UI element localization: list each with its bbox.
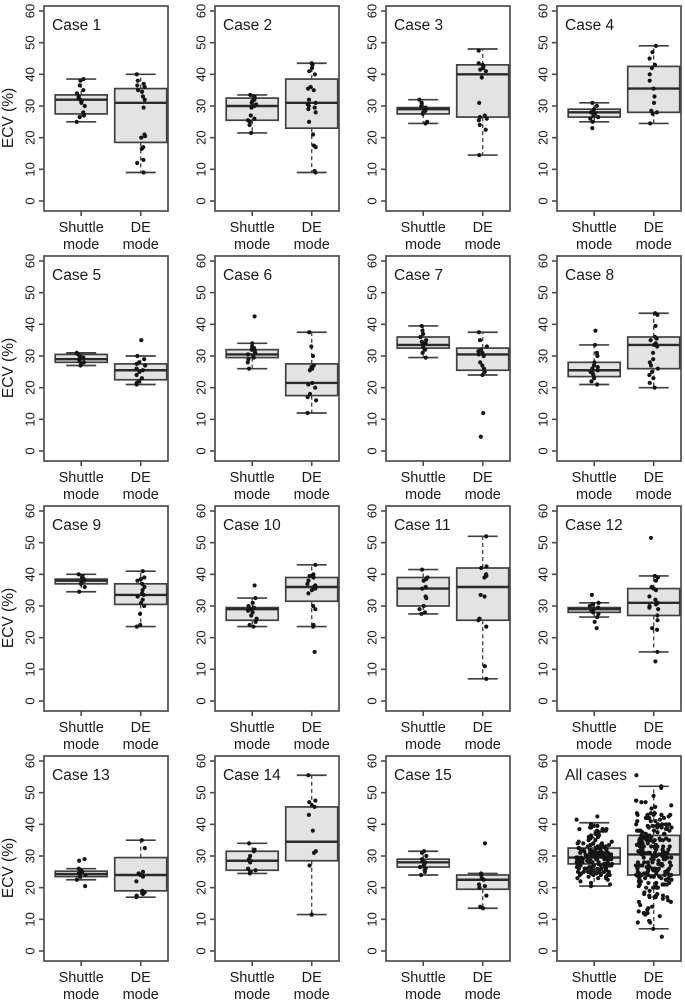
x-category-label: Shuttle xyxy=(571,970,617,986)
x-category-label: mode xyxy=(405,737,442,750)
x-category-label: mode xyxy=(293,237,330,250)
x-axis xyxy=(572,461,672,500)
y-tick-label: 40 xyxy=(22,317,38,332)
x-axis xyxy=(401,711,501,750)
x-category-label: Shuttle xyxy=(58,470,104,486)
x-axis xyxy=(230,461,330,500)
x-category-label: DE xyxy=(643,720,664,736)
y-tick-label: 60 xyxy=(193,753,209,769)
y-axis xyxy=(22,4,44,205)
y-tick-label: 10 xyxy=(22,662,38,677)
y-tick-label: 0 xyxy=(535,197,551,205)
x-category-label: Shuttle xyxy=(571,220,617,236)
case-15-panel xyxy=(342,750,513,1003)
all-cases-panel xyxy=(513,750,685,1003)
y-axis xyxy=(364,254,386,455)
y-tick-label: 0 xyxy=(193,197,209,205)
y-tick-label: 30 xyxy=(364,348,380,364)
panel-title: Case 9 xyxy=(52,517,102,534)
case-4-panel xyxy=(513,0,685,250)
x-axis xyxy=(230,961,330,1003)
x-category-label: DE xyxy=(643,220,664,236)
x-category-label: mode xyxy=(122,237,159,250)
y-tick-label: 50 xyxy=(193,35,209,50)
x-category-label: Shuttle xyxy=(229,720,275,736)
y-tick-label: 60 xyxy=(193,253,209,269)
x-category-label: mode xyxy=(234,987,271,1003)
case-12-panel xyxy=(513,500,685,750)
y-axis xyxy=(193,4,215,205)
x-category-label: mode xyxy=(576,487,613,500)
plot-frame xyxy=(215,256,339,461)
y-tick-label: 40 xyxy=(364,67,380,82)
y-tick-label: 20 xyxy=(22,880,38,895)
y-tick-label: 60 xyxy=(364,253,380,269)
x-category-label: mode xyxy=(405,487,442,500)
panel-plot xyxy=(0,500,171,750)
x-category-label: mode xyxy=(122,737,159,750)
x-category-label: Shuttle xyxy=(571,720,617,736)
panel-plot xyxy=(513,750,685,1003)
x-axis xyxy=(401,461,501,500)
y-tick-label: 10 xyxy=(193,412,209,427)
y-tick-label: 30 xyxy=(193,598,209,614)
y-tick-label: 40 xyxy=(193,317,209,332)
y-tick-label: 60 xyxy=(22,253,38,269)
y-axis-title: ECV (%) xyxy=(0,337,17,399)
y-axis xyxy=(22,754,44,955)
y-tick-label: 30 xyxy=(535,848,551,864)
y-axis xyxy=(364,504,386,705)
x-category-label: Shuttle xyxy=(58,220,104,236)
y-tick-label: 30 xyxy=(535,98,551,114)
panel-plot xyxy=(513,250,685,500)
panel-plot xyxy=(171,250,342,500)
panel-title: Case 2 xyxy=(223,17,273,34)
panel-plot xyxy=(171,0,342,250)
x-category-label: DE xyxy=(301,470,322,486)
case-14-panel xyxy=(171,750,342,1003)
y-tick-label: 30 xyxy=(22,348,38,364)
x-category-label: mode xyxy=(63,237,100,250)
x-axis xyxy=(59,711,159,750)
y-tick-label: 10 xyxy=(364,912,380,927)
y-tick-label: 0 xyxy=(535,697,551,705)
x-category-label: Shuttle xyxy=(400,720,446,736)
y-tick-label: 30 xyxy=(22,848,38,864)
x-category-label: mode xyxy=(405,237,442,250)
x-category-label: mode xyxy=(122,487,159,500)
x-category-label: DE xyxy=(472,970,493,986)
panel-plot xyxy=(171,500,342,750)
y-tick-label: 20 xyxy=(193,880,209,895)
y-axis xyxy=(535,754,557,955)
y-axis-title: ECV (%) xyxy=(0,587,17,649)
y-tick-label: 10 xyxy=(22,162,38,177)
x-category-label: mode xyxy=(293,737,330,750)
panel-title: Case 4 xyxy=(565,17,615,34)
x-axis xyxy=(59,961,159,1003)
case-13-panel xyxy=(0,750,171,1003)
y-tick-label: 40 xyxy=(193,567,209,582)
y-tick-label: 30 xyxy=(193,98,209,114)
y-tick-label: 0 xyxy=(22,947,38,955)
y-tick-label: 30 xyxy=(193,848,209,864)
panel-plot xyxy=(171,750,342,1003)
panel-plot xyxy=(0,750,171,1003)
y-tick-label: 20 xyxy=(535,380,551,395)
y-axis xyxy=(535,504,557,705)
y-tick-label: 60 xyxy=(193,3,209,19)
x-category-label: mode xyxy=(635,987,672,1003)
x-category-label: DE xyxy=(301,720,322,736)
y-tick-label: 20 xyxy=(535,880,551,895)
x-axis xyxy=(572,961,672,1003)
case-10-panel xyxy=(171,500,342,750)
x-category-label: DE xyxy=(472,470,493,486)
x-category-label: Shuttle xyxy=(229,970,275,986)
y-tick-label: 0 xyxy=(364,947,380,955)
y-tick-label: 0 xyxy=(22,197,38,205)
y-tick-label: 50 xyxy=(535,535,551,550)
x-category-label: mode xyxy=(63,737,100,750)
y-tick-label: 40 xyxy=(22,567,38,582)
x-category-label: mode xyxy=(63,987,100,1003)
panel-title: Case 7 xyxy=(394,267,444,284)
y-axis xyxy=(22,254,44,455)
x-category-label: mode xyxy=(635,487,672,500)
y-tick-label: 50 xyxy=(193,535,209,550)
x-category-label: mode xyxy=(405,987,442,1003)
case-6-panel xyxy=(171,250,342,500)
panel-title: Case 12 xyxy=(565,517,623,534)
y-tick-label: 30 xyxy=(535,348,551,364)
x-category-label: DE xyxy=(130,720,151,736)
panel-title: Case 15 xyxy=(394,767,452,784)
y-tick-label: 40 xyxy=(193,67,209,82)
y-tick-label: 50 xyxy=(364,785,380,800)
y-tick-label: 0 xyxy=(22,447,38,455)
x-category-label: mode xyxy=(576,237,613,250)
y-tick-label: 10 xyxy=(22,412,38,427)
y-tick-label: 40 xyxy=(364,817,380,832)
y-tick-label: 50 xyxy=(22,285,38,300)
y-tick-label: 20 xyxy=(364,380,380,395)
y-tick-label: 30 xyxy=(364,98,380,114)
y-tick-label: 20 xyxy=(22,380,38,395)
x-category-label: mode xyxy=(576,737,613,750)
y-tick-label: 60 xyxy=(535,253,551,269)
y-tick-label: 60 xyxy=(364,3,380,19)
y-tick-label: 40 xyxy=(535,67,551,82)
y-tick-label: 10 xyxy=(193,162,209,177)
case-2-panel xyxy=(171,0,342,250)
y-tick-label: 50 xyxy=(193,285,209,300)
y-tick-label: 10 xyxy=(364,662,380,677)
x-axis xyxy=(572,211,672,250)
y-tick-label: 50 xyxy=(364,285,380,300)
y-tick-label: 0 xyxy=(364,197,380,205)
x-category-label: mode xyxy=(293,487,330,500)
case-5-panel xyxy=(0,250,171,500)
y-tick-label: 10 xyxy=(364,412,380,427)
panel-title: Case 5 xyxy=(52,267,102,284)
case-8-panel xyxy=(513,250,685,500)
y-tick-label: 50 xyxy=(22,535,38,550)
x-category-label: Shuttle xyxy=(229,220,275,236)
y-tick-label: 50 xyxy=(22,35,38,50)
y-axis xyxy=(193,504,215,705)
y-tick-label: 10 xyxy=(535,662,551,677)
y-tick-label: 10 xyxy=(193,912,209,927)
x-category-label: mode xyxy=(464,987,501,1003)
y-tick-label: 0 xyxy=(193,697,209,705)
y-tick-label: 60 xyxy=(364,503,380,519)
case-1-panel xyxy=(0,0,171,250)
panel-plot xyxy=(0,250,171,500)
y-tick-label: 10 xyxy=(535,912,551,927)
x-category-label: DE xyxy=(301,970,322,986)
x-category-label: Shuttle xyxy=(400,470,446,486)
y-axis xyxy=(535,254,557,455)
panel-plot xyxy=(342,0,513,250)
panel-plot xyxy=(342,250,513,500)
panel-title: Case 3 xyxy=(394,17,444,34)
y-tick-label: 40 xyxy=(364,567,380,582)
x-category-label: DE xyxy=(130,470,151,486)
x-category-label: mode xyxy=(635,237,672,250)
y-tick-label: 20 xyxy=(193,380,209,395)
y-tick-label: 20 xyxy=(22,130,38,145)
x-axis xyxy=(401,211,501,250)
panel-title: Case 1 xyxy=(52,17,102,34)
case-3-panel xyxy=(342,0,513,250)
y-tick-label: 40 xyxy=(364,317,380,332)
y-tick-label: 30 xyxy=(364,598,380,614)
case-9-panel xyxy=(0,500,171,750)
plot-frame xyxy=(44,506,168,711)
panel-plot xyxy=(513,500,685,750)
y-tick-label: 30 xyxy=(22,98,38,114)
panel-plot xyxy=(513,0,685,250)
y-tick-label: 20 xyxy=(193,630,209,645)
y-tick-label: 50 xyxy=(535,785,551,800)
x-category-label: mode xyxy=(464,487,501,500)
y-tick-label: 30 xyxy=(364,848,380,864)
x-category-label: DE xyxy=(472,720,493,736)
y-tick-label: 20 xyxy=(193,130,209,145)
y-tick-label: 40 xyxy=(535,817,551,832)
y-tick-label: 60 xyxy=(22,3,38,19)
y-tick-label: 50 xyxy=(535,285,551,300)
panel-title: All cases xyxy=(565,767,628,784)
y-tick-label: 10 xyxy=(535,162,551,177)
y-axis-title: ECV (%) xyxy=(0,837,17,899)
case-7-panel xyxy=(342,250,513,500)
y-tick-label: 60 xyxy=(364,753,380,769)
y-tick-label: 50 xyxy=(535,35,551,50)
y-tick-label: 0 xyxy=(193,947,209,955)
y-tick-label: 50 xyxy=(22,785,38,800)
x-axis xyxy=(59,211,159,250)
x-category-label: mode xyxy=(122,987,159,1003)
x-category-label: Shuttle xyxy=(571,470,617,486)
x-category-label: mode xyxy=(63,487,100,500)
x-category-label: DE xyxy=(301,220,322,236)
x-category-label: Shuttle xyxy=(400,220,446,236)
y-tick-label: 20 xyxy=(364,130,380,145)
y-tick-label: 0 xyxy=(364,697,380,705)
y-tick-label: 60 xyxy=(535,503,551,519)
x-category-label: Shuttle xyxy=(58,720,104,736)
y-tick-label: 20 xyxy=(535,630,551,645)
y-tick-label: 20 xyxy=(364,880,380,895)
y-tick-label: 30 xyxy=(193,348,209,364)
x-category-label: DE xyxy=(643,970,664,986)
panel-title: Case 10 xyxy=(223,517,281,534)
y-tick-label: 0 xyxy=(364,447,380,455)
y-tick-label: 60 xyxy=(22,503,38,519)
panel-plot xyxy=(0,0,171,250)
y-axis xyxy=(535,4,557,205)
y-tick-label: 0 xyxy=(535,947,551,955)
y-axis xyxy=(22,504,44,705)
x-axis xyxy=(572,711,672,750)
x-category-label: Shuttle xyxy=(58,970,104,986)
y-axis-title: ECV (%) xyxy=(0,87,17,149)
y-tick-label: 60 xyxy=(535,753,551,769)
y-tick-label: 30 xyxy=(22,598,38,614)
y-tick-label: 60 xyxy=(22,753,38,769)
panel-title: Case 8 xyxy=(565,267,615,284)
panel-title: Case 6 xyxy=(223,267,273,284)
x-category-label: mode xyxy=(234,237,271,250)
x-axis xyxy=(59,461,159,500)
y-tick-label: 10 xyxy=(193,662,209,677)
y-tick-label: 40 xyxy=(535,567,551,582)
x-category-label: DE xyxy=(643,470,664,486)
y-tick-label: 10 xyxy=(364,162,380,177)
y-tick-label: 50 xyxy=(364,535,380,550)
y-tick-label: 20 xyxy=(22,630,38,645)
x-axis xyxy=(401,961,501,1003)
x-category-label: DE xyxy=(130,970,151,986)
y-tick-label: 10 xyxy=(22,912,38,927)
case-11-panel xyxy=(342,500,513,750)
x-category-label: mode xyxy=(464,737,501,750)
x-category-label: DE xyxy=(130,220,151,236)
y-axis xyxy=(364,754,386,955)
y-tick-label: 0 xyxy=(22,697,38,705)
y-tick-label: 0 xyxy=(535,447,551,455)
x-category-label: Shuttle xyxy=(229,470,275,486)
panel-plot xyxy=(342,750,513,1003)
y-tick-label: 40 xyxy=(22,817,38,832)
y-tick-label: 30 xyxy=(535,598,551,614)
y-tick-label: 0 xyxy=(193,447,209,455)
x-category-label: DE xyxy=(472,220,493,236)
panel-title: Case 14 xyxy=(223,767,281,784)
y-axis xyxy=(193,254,215,455)
panel-title: Case 11 xyxy=(394,517,451,534)
x-axis xyxy=(230,711,330,750)
x-category-label: mode xyxy=(293,987,330,1003)
y-tick-label: 20 xyxy=(364,630,380,645)
panel-title: Case 13 xyxy=(52,767,110,784)
x-category-label: mode xyxy=(576,987,613,1003)
x-category-label: mode xyxy=(464,237,501,250)
x-category-label: mode xyxy=(234,737,271,750)
y-tick-label: 50 xyxy=(364,35,380,50)
x-axis xyxy=(230,211,330,250)
x-category-label: Shuttle xyxy=(400,970,446,986)
x-category-label: mode xyxy=(234,487,271,500)
y-tick-label: 10 xyxy=(535,412,551,427)
y-axis xyxy=(193,754,215,955)
y-tick-label: 40 xyxy=(535,317,551,332)
x-category-label: mode xyxy=(635,737,672,750)
y-tick-label: 20 xyxy=(535,130,551,145)
panel-plot xyxy=(342,500,513,750)
y-tick-label: 50 xyxy=(193,785,209,800)
y-tick-label: 40 xyxy=(193,817,209,832)
y-tick-label: 60 xyxy=(193,503,209,519)
y-tick-label: 40 xyxy=(22,67,38,82)
y-axis xyxy=(364,4,386,205)
y-tick-label: 60 xyxy=(535,3,551,19)
